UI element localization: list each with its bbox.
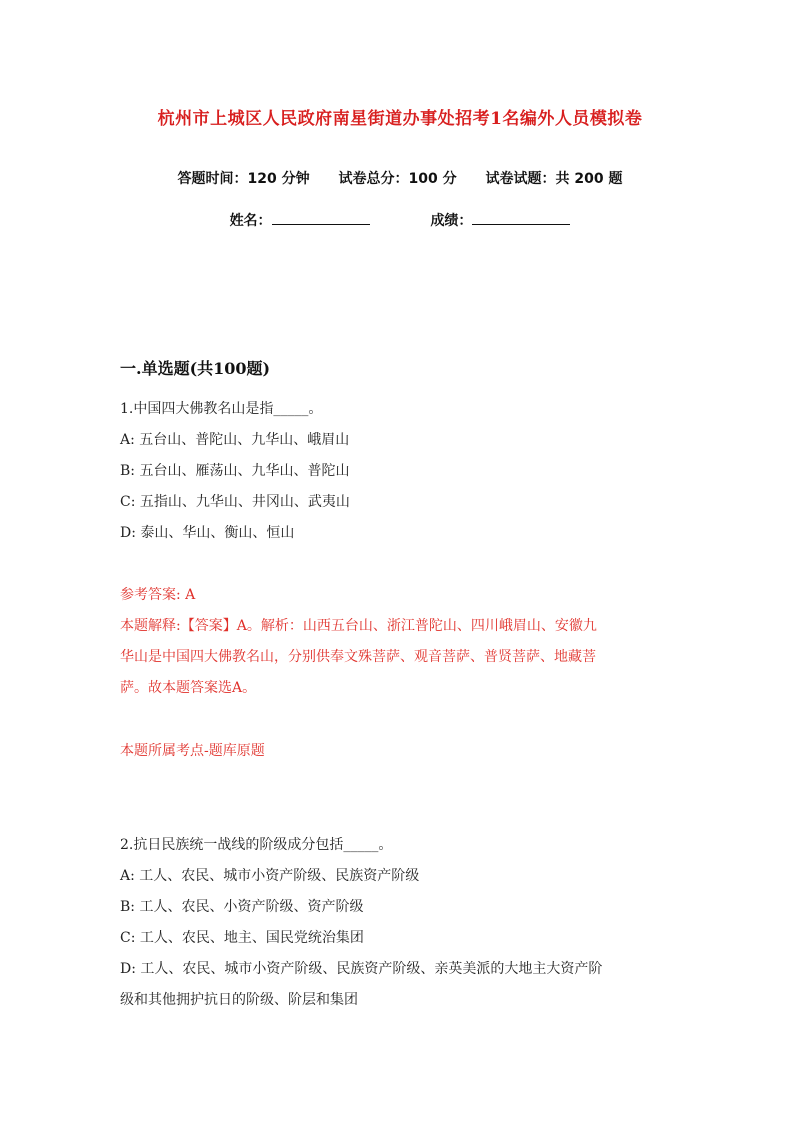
exam-time: 答题时间：120 分钟	[177, 171, 310, 187]
option-a: A: 工人、农民、城市小资产阶级、民族资产阶级	[120, 868, 420, 884]
name-label: 姓名：	[229, 213, 272, 229]
exam-title: 杭州市上城区人民政府南星街道办事处招考1名编外人员模拟卷	[157, 109, 643, 129]
option-d: D: 泰山、华山、衡山、恒山	[120, 525, 295, 541]
option-d: D: 工人、农民、城市小资产阶级、民族资产阶级、亲英美派的大地主大资产阶	[120, 961, 603, 977]
option-c: C: 五指山、九华山、井冈山、武夷山	[120, 494, 350, 510]
option-b: B: 工人、农民、小资产阶级、资产阶级	[120, 899, 364, 915]
reference-answer: 参考答案: A	[120, 587, 196, 603]
question-stem: 1.中国四大佛教名山是指_____。	[120, 401, 323, 417]
option-a: A: 五台山、普陀山、九华山、峨眉山	[120, 432, 350, 448]
score-blank[interactable]	[472, 210, 570, 225]
source-note-1	[120, 736, 690, 767]
option-b: B: 五台山、雁荡山、九华山、普陀山	[120, 463, 350, 479]
name-field[interactable]	[230, 210, 370, 230]
score-label: 成绩：	[430, 213, 473, 229]
explanation-line: 本题解释:【答案】A。解析：山西五台山、浙江普陀山、四川峨眉山、安徽九	[120, 618, 597, 634]
option-d-continued: 级和其他拥护抗日的阶级、阶层和集团	[120, 992, 358, 1008]
question-1	[120, 394, 690, 549]
score-field[interactable]	[430, 210, 570, 230]
exam-meta	[0, 168, 800, 188]
question-stem: 2.抗日民族统一战线的阶级成分包括_____。	[120, 837, 393, 853]
question-2	[120, 830, 690, 1016]
name-score-row	[0, 210, 800, 230]
explanation-line: 华山是中国四大佛教名山，分别供奉文殊菩萨、观音菩萨、普贤菩萨、地藏菩	[120, 649, 596, 665]
name-blank[interactable]	[272, 210, 370, 225]
question-source: 本题所属考点-题库原题	[120, 743, 265, 759]
exam-question-count: 试卷试题：共 200 题	[485, 171, 623, 187]
answer-block-1	[120, 580, 690, 704]
option-c: C: 工人、农民、地主、国民党统治集团	[120, 930, 364, 946]
explanation-line: 萨。故本题答案选A。	[120, 680, 257, 696]
exam-total-score: 试卷总分：100 分	[338, 171, 457, 187]
section-heading: 一.单选题(共100题)	[120, 359, 271, 378]
